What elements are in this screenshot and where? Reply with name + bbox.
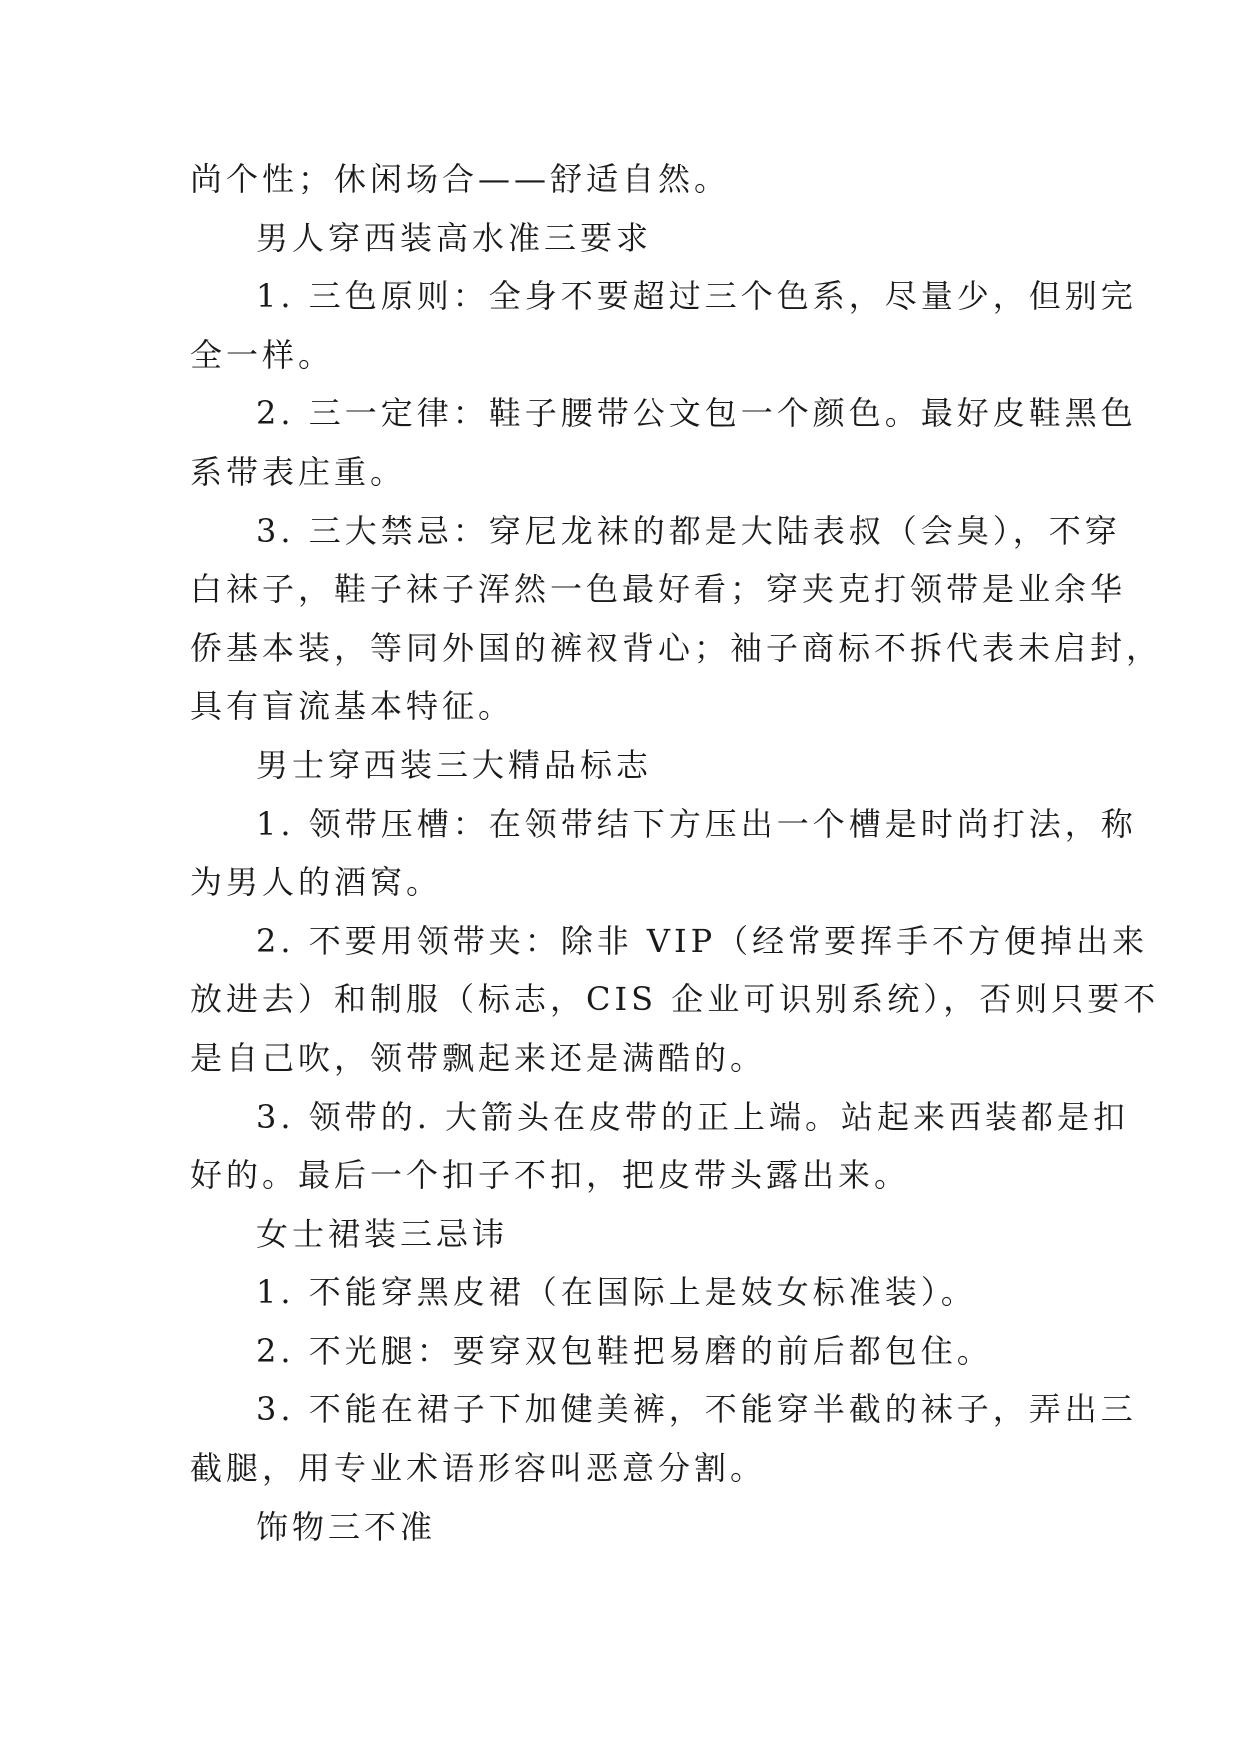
paragraph-line: 侨基本装，等同外国的裤衩背心；袖子商标不拆代表未启封， (190, 628, 1163, 667)
document-page (190, 150, 1163, 1556)
paragraph-line: 白袜子，鞋子袜子浑然一色最好看；穿夹克打领带是业余华 (190, 570, 1127, 609)
section-heading: 饰物三不准 (256, 1507, 437, 1546)
paragraph-line: 3. 不能在裙子下加健美裤，不能穿半截的袜子，弄出三 (256, 1390, 1137, 1429)
paragraph-line: 系带表庄重。 (190, 452, 407, 491)
section-heading: 男人穿西装高水准三要求 (256, 218, 653, 257)
paragraph-line: 2. 三一定律：鞋子腰带公文包一个颜色。最好皮鞋黑色 (256, 394, 1137, 433)
paragraph-line: 全一样。 (190, 335, 335, 374)
paragraph-line: 放进去）和制服（标志，CIS 企业可识别系统），否则只要不 (190, 980, 1160, 1019)
section-heading: 女士裙装三忌讳 (256, 1214, 509, 1253)
section-heading: 男士穿西装三大精品标志 (256, 745, 653, 784)
paragraph-line: 1. 领带压槽：在领带结下方压出一个槽是时尚打法，称 (256, 804, 1137, 843)
paragraph-line: 好的。最后一个扣子不扣，把皮带头露出来。 (190, 1156, 911, 1195)
paragraph-line: 1. 不能穿黑皮裙（在国际上是妓女标准装）。 (256, 1273, 977, 1312)
paragraph-line: 为男人的酒窝。 (190, 863, 443, 902)
paragraph-line: 3. 领带的. 大箭头在皮带的正上端。站起来西装都是扣 (256, 1097, 1130, 1136)
paragraph-line: 截腿，用专业术语形容叫恶意分割。 (190, 1449, 767, 1488)
paragraph-line: 尚个性；休闲场合——舒适自然。 (190, 160, 731, 198)
paragraph-line: 具有盲流基本特征。 (190, 687, 515, 726)
paragraph-line: 2. 不要用领带夹：除非 VIP（经常要挥手不方便掉出来 (256, 921, 1149, 960)
paragraph-line: 是自己吹，领带飘起来还是满酷的。 (190, 1038, 767, 1077)
paragraph-line: 3. 三大禁忌：穿尼龙袜的都是大陆表叔（会臭），不穿 (256, 511, 1121, 550)
paragraph-line: 1. 三色原则：全身不要超过三个色系，尽量少，但别完 (256, 277, 1137, 316)
paragraph-line: 2. 不光腿：要穿双包鞋把易磨的前后都包住。 (256, 1331, 993, 1370)
